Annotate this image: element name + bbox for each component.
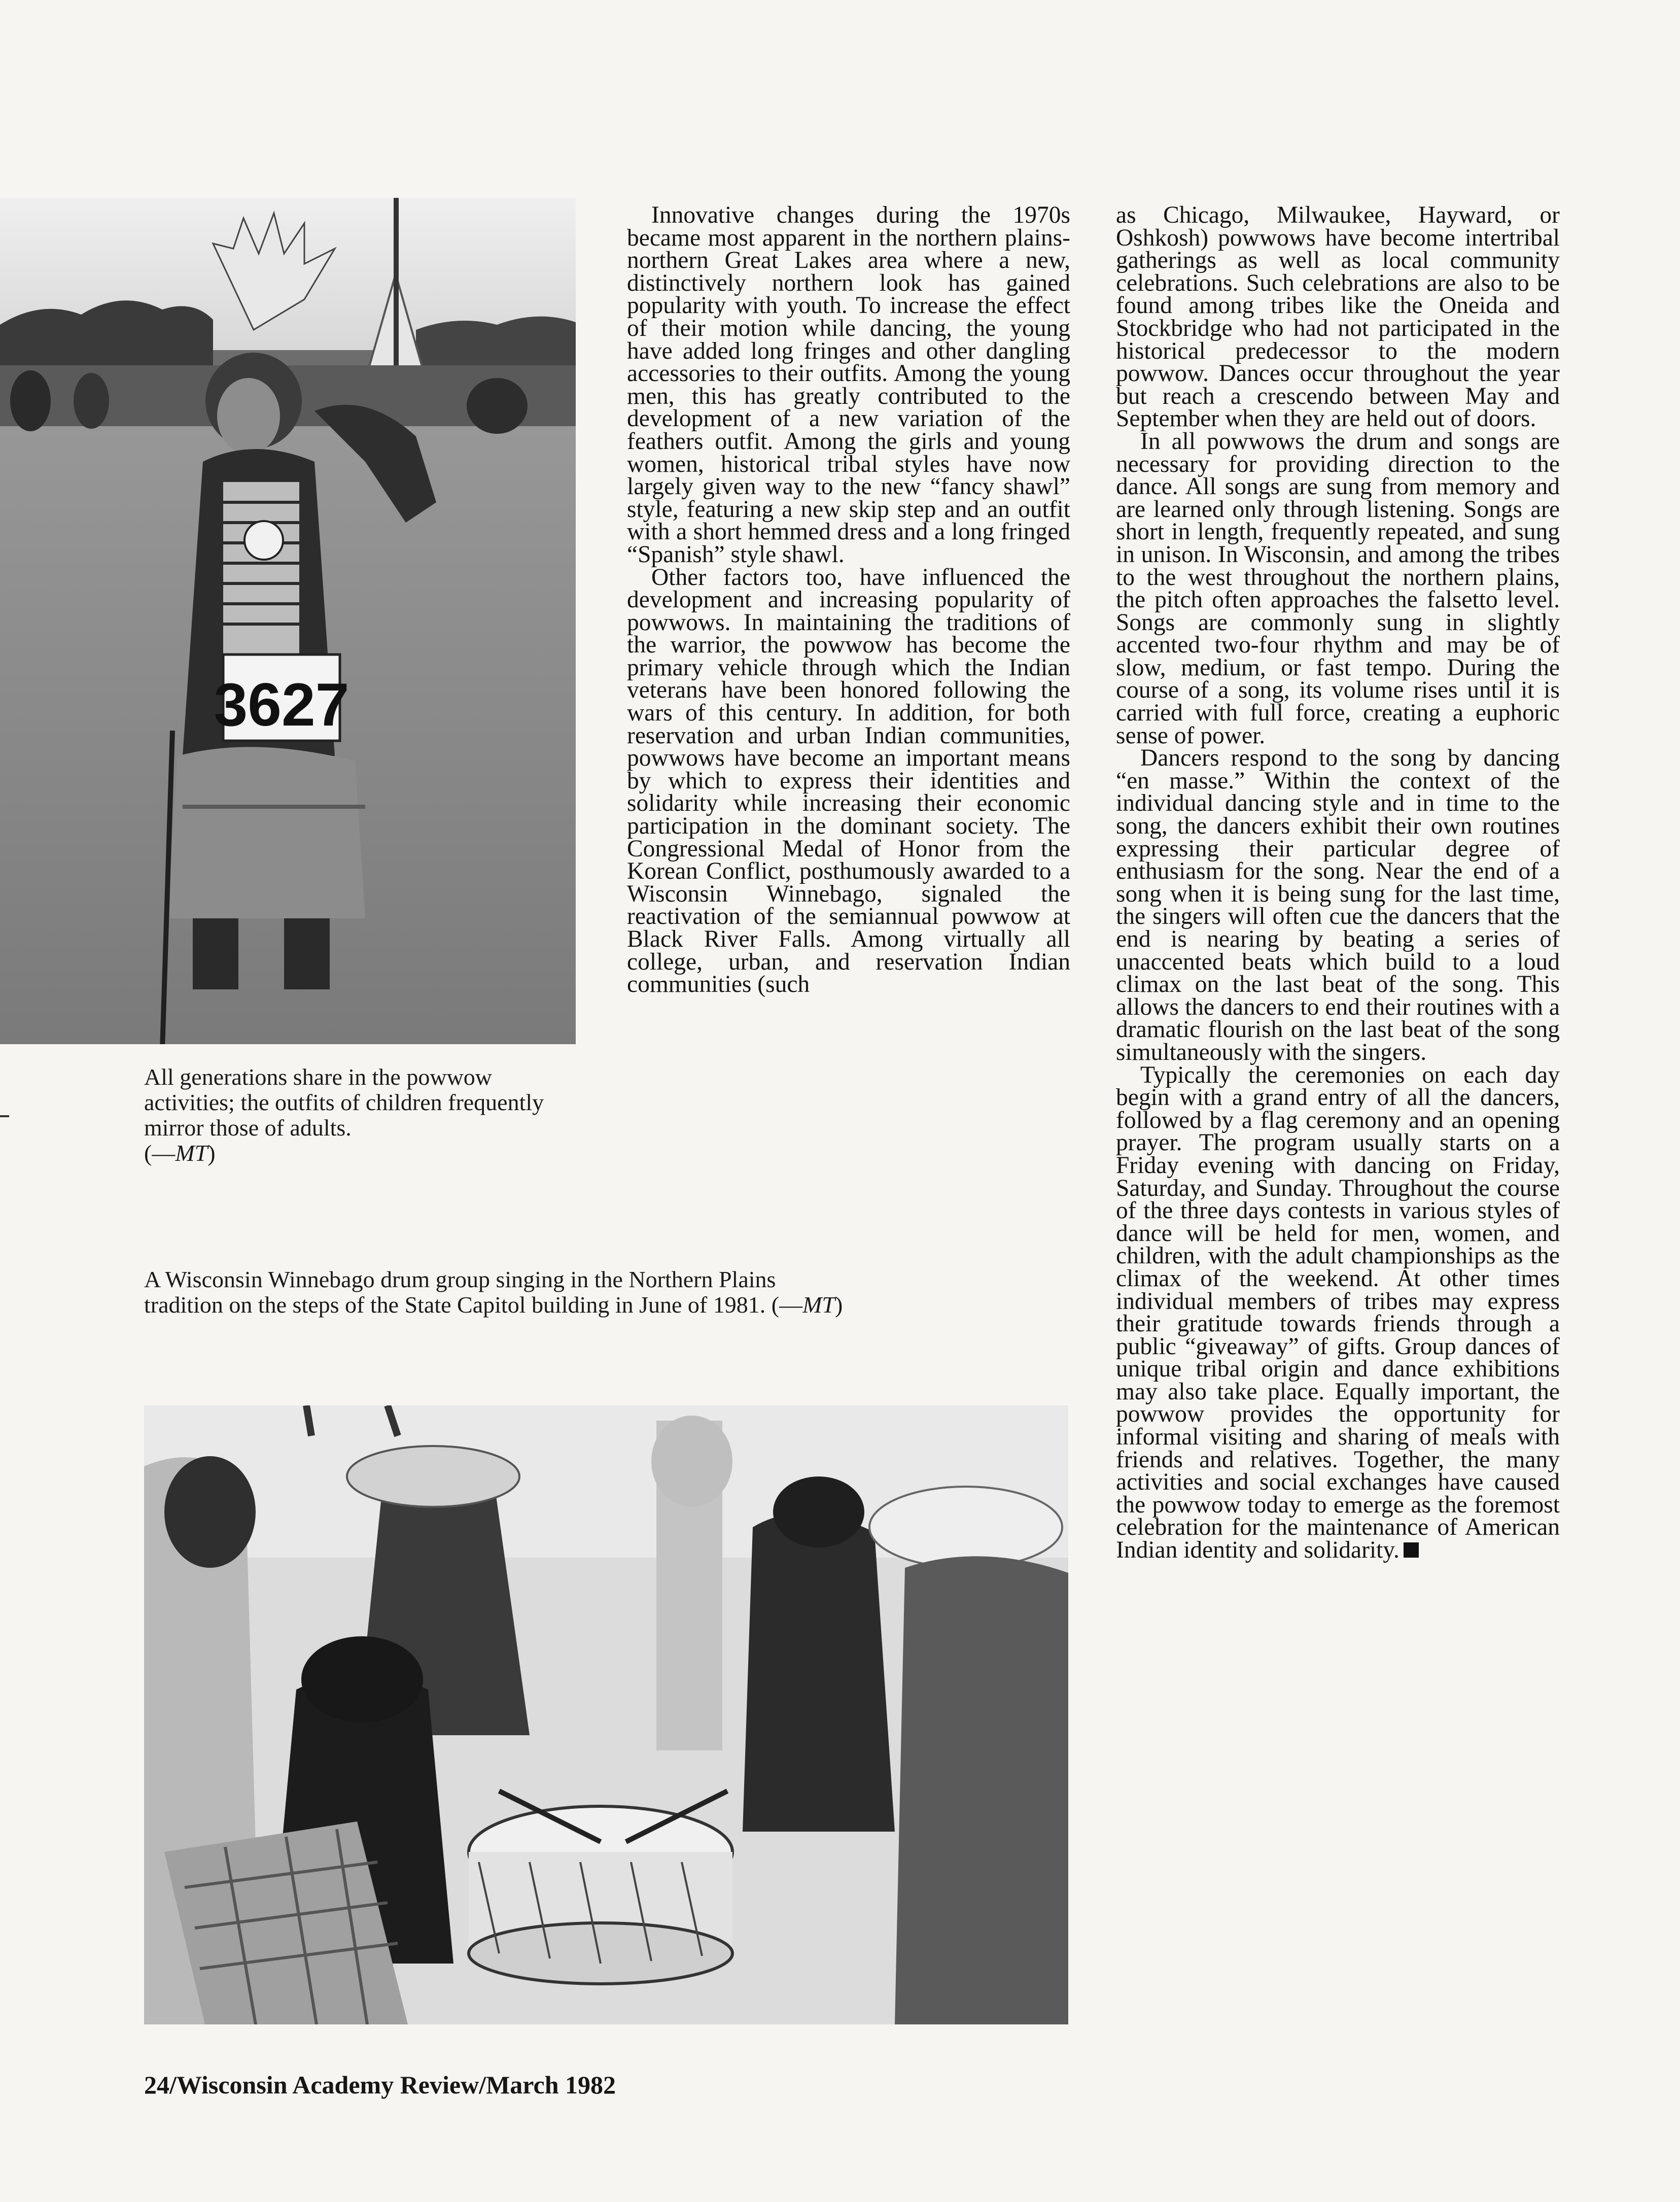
bottom-credit-suffix: )	[834, 1292, 843, 1318]
powwow-child-dancer-photo-icon	[0, 198, 576, 1044]
article-column-middle	[627, 204, 1070, 996]
article-paragraph: In all powwows the drum and songs are necessary for providing direction to the dance. All songs are sung from memory and are learned only through listening. Songs are short in length, frequently repeated, and sung in unison. In Wisconsin, and among the tribes to the west throughout the northern plains, the pitch often approaches the falsetto level. Songs are commonly sung in slightly accented two-four rhythm and may be of slow, medium, or fast tempo. During the course of a song, its volume rises until it is carried with full force, creating a euphoric sense of power.	[1116, 428, 1560, 749]
article-paragraph-final	[1116, 1061, 1560, 1564]
article-final-text: Typically the ceremonies on each day begin with a grand entry of all the dancers, followed by a flag ceremony and an opening prayer. The program usually starts on a Friday evening with dancing on Friday, Saturday, and Sunday. Throughout the course of the three days contests in various styles of dance will be held for men, women, and children, with the adult championships as the climax of the weekend. At other times individual members of tribes may express their gratitude towards friends through a public “giveaway” of gifts. Group dances of unique tribal origin and dance exhibitions may also take place. Equally important, the powwow provides the opportunity for informal visiting and sharing of meals with friends and relatives. Together, the many activities and social exchanges have caused the powwow today to emerge as the foremost celebration for the maintenance of American Indian identity and solidarity.	[1116, 1061, 1560, 1564]
article-paragraph: Other factors too, have influenced the development and increasing popularity of powwows. In maintaining the traditions of the warrior, the powwow has become the primary vehicle through which the Indian veterans have been honored following the wars of this century. In addition, for both reservation and urban Indian communities, powwows have become an important means by which to express their identities and solidarity while increasing their economic participation in the dominant society. The Congressional Medal of Honor from the Korean Conflict, posthumously awarded to a Wisconsin Winnebago, signaled the reactivation of the semiannual powwow at Black River Falls. Among virtually all college, urban, and reservation Indian communities (such	[627, 564, 1070, 998]
child-dancer-photo	[0, 198, 576, 1044]
credit-suffix: )	[207, 1140, 216, 1166]
drum-group-photo	[144, 1405, 1068, 2024]
article-paragraph: Dancers respond to the song by dancing “en masse.” Within the context of the individual dancing style and in time to the song, the dancers exhibit their own routines expressing their particular degree of enthusiasm for the song. Near the end of a song when it is being sung for the last time, the singers will often cue the dancers that the end is nearing by beating a series of unaccented beats which build to a loud climax on the last beat of the song. This allows the dancers to end their routines with a dramatic flourish on the last beat of the song simultaneously with the singers.	[1116, 745, 1560, 1065]
top-photo-caption	[144, 1064, 550, 1166]
credit-initials: MT	[175, 1140, 208, 1166]
margin-mark	[0, 1115, 9, 1117]
end-of-article-square-icon	[1404, 1542, 1419, 1558]
bottom-photo-caption	[144, 1267, 854, 1318]
article-paragraph: Innovative changes during the 1970s became most apparent in the northern plains-northern Great Lakes area where a new, distinctively northern look has gained popularity with youth. To increase the effect of their motion while dancing, the young have added long fringes and other dangling accessories to their outfits. Among the young men, this has greatly contributed to the development of a new variation of the feathers outfit. Among the girls and young women, historical tribal styles have now largely given way to the new “fancy shawl” style, featuring a new skip step and an outfit with a short hemmed dress and a long fringed “Spanish” style shawl.	[627, 202, 1070, 568]
bottom-credit-initials: MT	[802, 1292, 835, 1318]
drum-group-photo-icon	[144, 1405, 1068, 2024]
page-footer: 24/Wisconsin Academy Review/March 1982	[144, 2071, 616, 2099]
article-paragraph-continuation: as Chicago, Milwaukee, Hayward, or Oshkosh) powwows have become intertribal gatherings as well as local community celebrations. Such celebrations are also to be found among tribes like the Oneida and Stockbridge who had not participated in the historical predecessor to the modern powwow. Dances occur throughout the year but reach a crescendo between May and September when they are held out of doors.	[1116, 202, 1560, 432]
bib-number: 3627	[214, 671, 349, 739]
top-caption-text: All generations share in the powwow activities; the outfits of children frequently mirror those of adults.	[144, 1064, 544, 1141]
article-column-right	[1116, 204, 1560, 1562]
bottom-caption-text: A Wisconsin Winnebago drum group singing in the Northern Plains tradition on the steps of the State Capitol building in June of 1981. (—	[144, 1266, 803, 1318]
credit-prefix: (—	[144, 1140, 176, 1166]
top-photo-credit	[144, 1141, 550, 1166]
